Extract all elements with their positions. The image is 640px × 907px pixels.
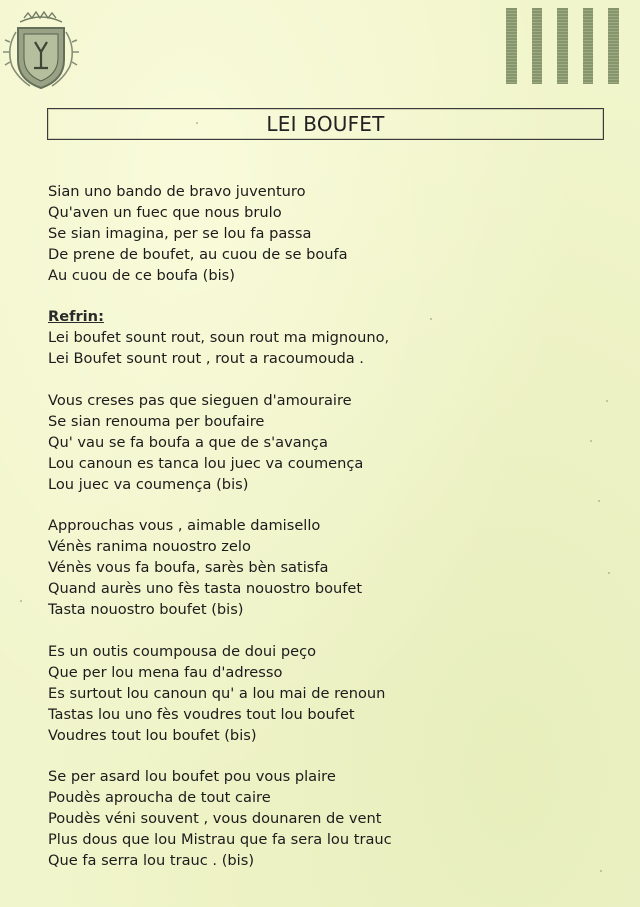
lyric-line: Voudres tout lou boufet (bis): [48, 726, 257, 744]
lyrics: [48, 182, 608, 893]
lyric-line: Poudès véni souvent , vous dounaren de vent: [48, 810, 382, 828]
scan-speck: [590, 440, 592, 442]
refrain-label: Refrin:: [48, 308, 104, 326]
lyric-line: Se sian imagina, per se lou fa passa: [48, 224, 312, 242]
scan-speck: [598, 500, 600, 502]
lyric-line: Approuchas vous , aimable damisello: [48, 517, 321, 535]
lyric-line: Lei Boufet sount rout , rout a racoumouda .: [48, 350, 364, 368]
lyric-line: Au cuou de ce boufa (bis): [48, 266, 235, 284]
stanza: [48, 391, 608, 496]
stanza: [48, 642, 608, 747]
lyric-line: Quand aurès uno fès tasta nouostro boufet: [48, 580, 363, 598]
coat-of-arms-icon: [0, 8, 82, 94]
title-box: [47, 108, 604, 140]
lyric-line: Sian uno bando de bravo juventuro: [48, 183, 306, 200]
lyric-line: Se per asard lou boufet pou vous plaire: [48, 768, 336, 786]
stripe: [506, 8, 517, 84]
stripe: [583, 8, 594, 84]
lyric-line: Qu' vau se fa boufa a que de s'avança: [48, 433, 328, 451]
refrain-stanza: [48, 307, 608, 370]
lyric-line: De prene de boufet, au cuou de se boufa: [48, 245, 348, 263]
page-title: LEI BOUFET: [266, 112, 385, 136]
scan-speck: [606, 400, 608, 402]
stanza: [48, 182, 608, 287]
stanza: [48, 767, 608, 872]
lyric-line: Lei boufet sount rout, soun rout ma mignouno,: [48, 329, 390, 347]
lyric-line: Vénès ranima nouostro zelo: [48, 538, 251, 556]
stanza: [48, 516, 608, 621]
stripe: [557, 8, 568, 84]
lyric-line: Tastas lou uno fès voudres tout lou boufet: [48, 705, 355, 723]
scan-speck: [608, 572, 610, 574]
lyric-line: Lou canoun es tanca lou juec va coumença: [48, 454, 364, 472]
scan-speck: [196, 122, 198, 124]
lyric-line: Tasta nouostro boufet (bis): [48, 601, 244, 619]
lyric-line: Es surtout lou canoun qu' a lou mai de renoun: [48, 684, 386, 702]
lyric-line: Se sian renouma per boufaire: [48, 412, 265, 430]
stripe: [532, 8, 543, 84]
scan-speck: [430, 318, 432, 320]
lyric-line: Plus dous que lou Mistrau que fa sera lou trauc: [48, 831, 392, 849]
lyric-line: Vénès vous fa boufa, sarès bèn satisfa: [48, 559, 329, 577]
lyric-line: Lou juec va coumença (bis): [48, 475, 249, 493]
scan-speck: [20, 600, 22, 602]
stripe: [608, 8, 619, 84]
lyric-line: Vous creses pas que sieguen d'amouraire: [48, 392, 352, 410]
vertical-stripes-icon: [506, 8, 634, 84]
lyric-line: Es un outis coumpousa de doui peço: [48, 642, 317, 660]
lyric-line: Que fa serra lou trauc . (bis): [48, 851, 255, 869]
scan-speck: [600, 870, 602, 872]
lyric-line: Que per lou mena fau d'adresso: [48, 663, 283, 681]
lyric-line: Poudès aproucha de tout caire: [48, 789, 271, 807]
lyric-line: Qu'aven un fuec que nous brulo: [48, 203, 282, 221]
